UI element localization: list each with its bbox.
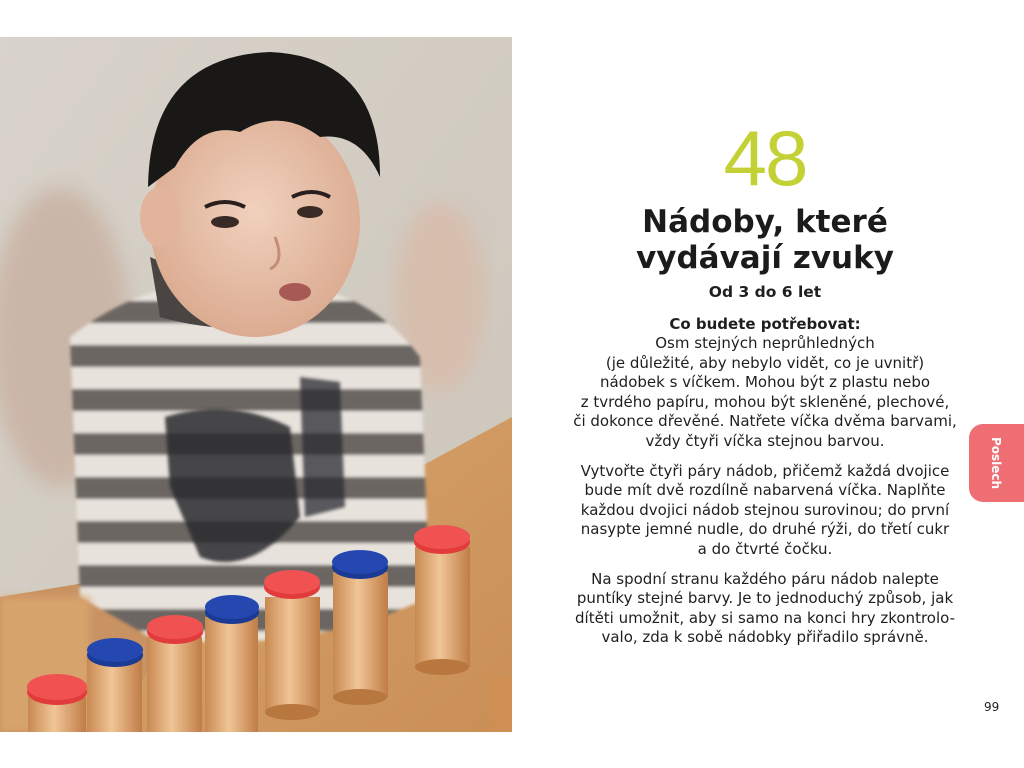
age-range: Od 3 do 6 let: [708, 283, 822, 301]
chapter-tab-poslech: [969, 424, 1024, 502]
instructions-paragraph-2: [560, 570, 970, 648]
activity-title: [560, 204, 970, 276]
materials-paragraph: [560, 334, 970, 452]
instructions-line: valo, zda k sobě nádobky přiřadilo správně.: [601, 628, 929, 647]
materials-line: vždy čtyři víčka stejnou barvou.: [645, 431, 885, 450]
photo-illustration: [0, 37, 512, 732]
materials-line: či dokonce dřevěné. Natřete víčka dvěma barvami,: [573, 412, 957, 431]
materials-line: z tvrdého papíru, mohou být skleněné, plechové,: [580, 392, 950, 411]
instructions-line: každou dvojici nádob stejnou surovinou; do první: [580, 500, 950, 519]
materials-heading: Co budete potřebovat:: [669, 315, 861, 333]
instructions-line: bude mít dvě rozdílně nabarvená víčka. Naplňte: [584, 481, 946, 500]
instructions-line: Na spodní stranu každého páru nádob nalepte: [591, 569, 939, 588]
instructions-line: dítěti umožnit, aby si samo na konci hry zkontrolo-: [575, 608, 955, 627]
activity-number: 48: [723, 114, 807, 202]
instructions-line: puntíky stejné barvy. Je to jednoduchý způsob, jak: [576, 589, 954, 608]
chapter-tab-label: Poslech: [989, 436, 1004, 490]
activity-title-line: vydávají zvuky: [636, 240, 894, 276]
materials-line: nádobek s víčkem. Mohou být z plastu nebo: [599, 373, 931, 392]
activity-title-line: Nádoby, které: [642, 204, 888, 240]
materials-line: Osm stejných neprůhledných: [655, 334, 875, 352]
instructions-paragraph-1: [560, 462, 970, 560]
instructions-line: a do čtvrté čočku.: [697, 539, 833, 558]
materials-line: (je důležité, aby nebylo vidět, co je uvnitř): [605, 353, 925, 372]
boy-with-sound-cylinders-photo: [0, 37, 512, 732]
instructions-line: nasypte jemné nudle, do druhé rýži, do třetí cukr: [580, 520, 950, 539]
instructions-line: Vytvořte čtyři páry nádob, přičemž každá dvojice: [580, 461, 950, 480]
page-number: 99: [984, 700, 1000, 714]
activity-text-column: [560, 114, 970, 648]
